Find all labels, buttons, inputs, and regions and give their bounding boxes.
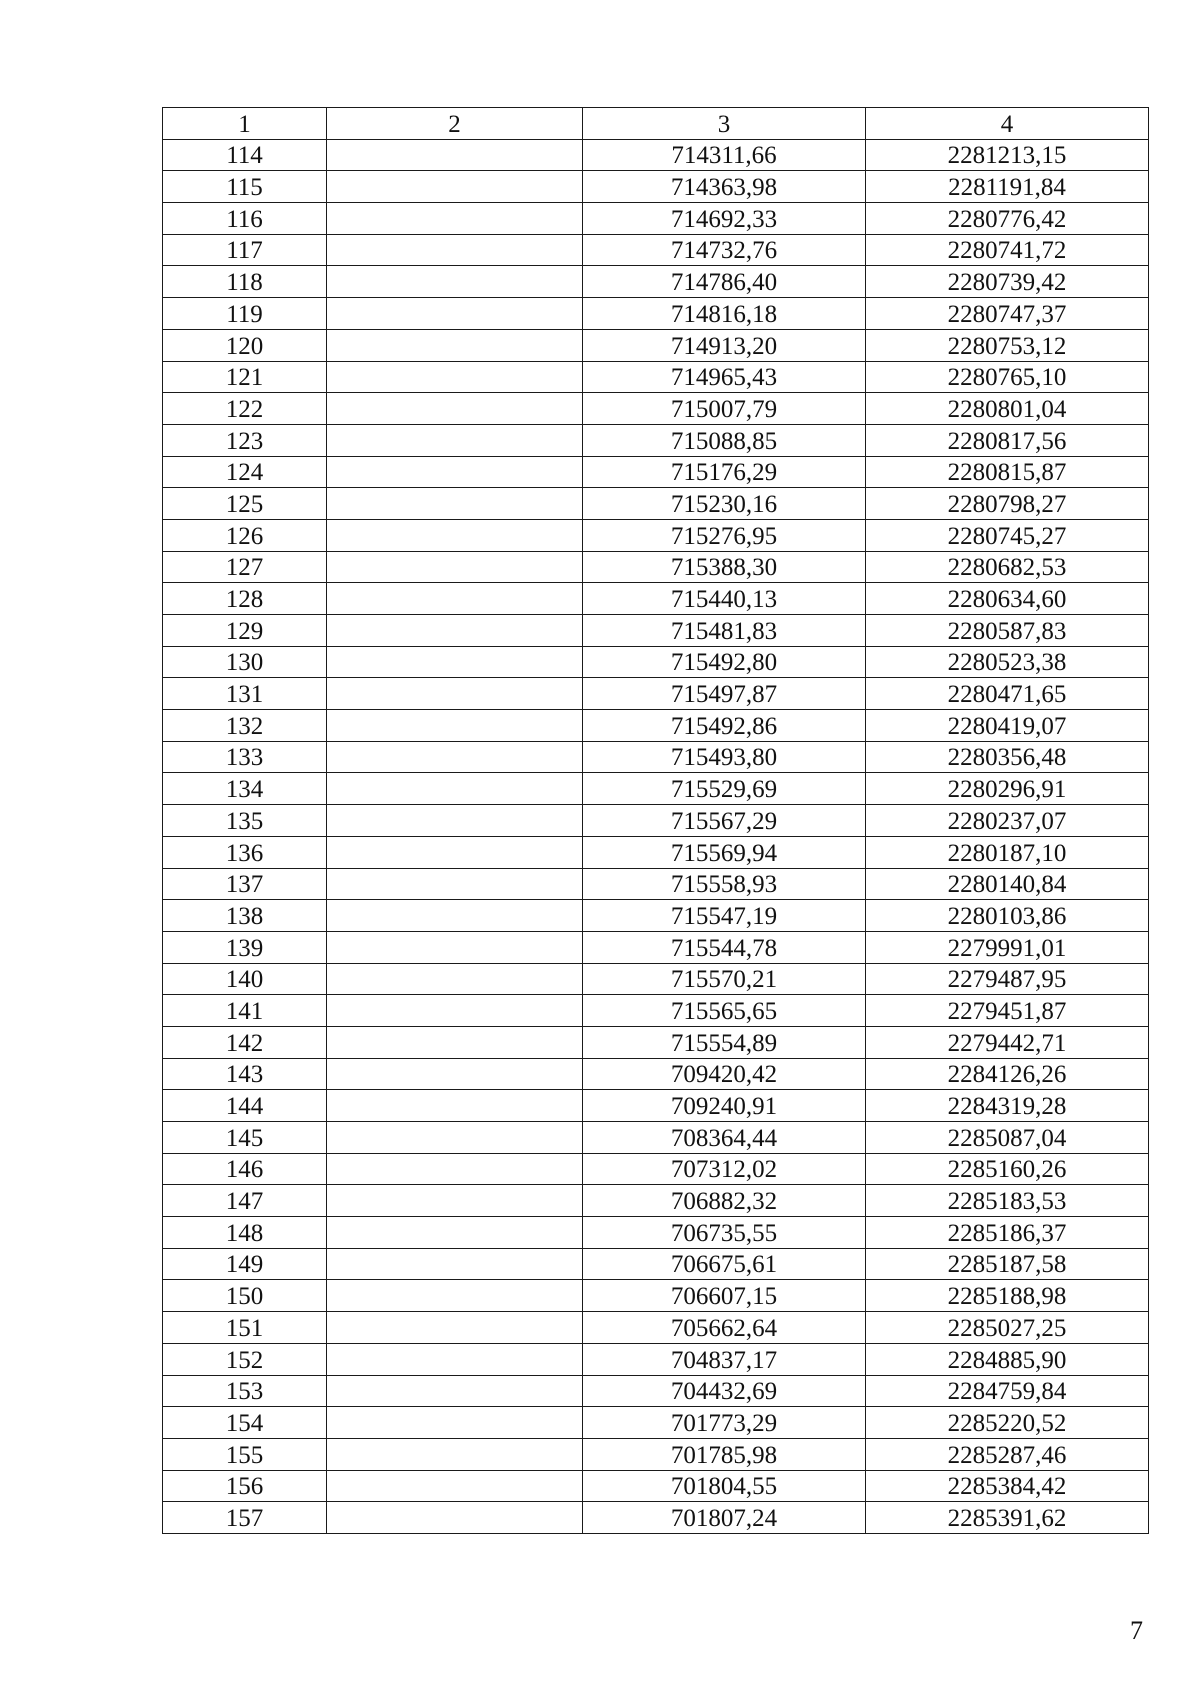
x-coordinate-cell: 706607,15 bbox=[583, 1280, 866, 1312]
x-coordinate-cell: 715547,19 bbox=[583, 900, 866, 932]
description-cell bbox=[327, 1470, 583, 1502]
y-coordinate-cell: 2280815,87 bbox=[866, 456, 1149, 488]
y-coordinate-cell: 2285384,42 bbox=[866, 1470, 1149, 1502]
x-coordinate-cell: 714732,76 bbox=[583, 234, 866, 266]
table-row bbox=[163, 1407, 1149, 1439]
description-cell bbox=[327, 361, 583, 393]
x-coordinate-cell: 701807,24 bbox=[583, 1502, 866, 1534]
y-coordinate-cell: 2280682,53 bbox=[866, 551, 1149, 583]
point-number-cell: 136 bbox=[163, 836, 327, 868]
point-number-cell: 129 bbox=[163, 615, 327, 647]
y-coordinate-cell: 2285183,53 bbox=[866, 1185, 1149, 1217]
table-row bbox=[163, 329, 1149, 361]
x-coordinate-cell: 715492,86 bbox=[583, 710, 866, 742]
table-row bbox=[163, 1375, 1149, 1407]
x-coordinate-cell: 707312,02 bbox=[583, 1153, 866, 1185]
point-number-cell: 134 bbox=[163, 773, 327, 805]
x-coordinate-cell: 715544,78 bbox=[583, 931, 866, 963]
y-coordinate-cell: 2280103,86 bbox=[866, 900, 1149, 932]
description-cell bbox=[327, 741, 583, 773]
description-cell bbox=[327, 393, 583, 425]
description-cell bbox=[327, 1280, 583, 1312]
table-row bbox=[163, 1153, 1149, 1185]
y-coordinate-cell: 2285027,25 bbox=[866, 1312, 1149, 1344]
table-row bbox=[163, 1185, 1149, 1217]
description-cell bbox=[327, 646, 583, 678]
point-number-cell: 142 bbox=[163, 1026, 327, 1058]
point-number-cell: 143 bbox=[163, 1058, 327, 1090]
description-cell bbox=[327, 1090, 583, 1122]
x-coordinate-cell: 715230,16 bbox=[583, 488, 866, 520]
table-row bbox=[163, 741, 1149, 773]
description-cell bbox=[327, 234, 583, 266]
point-number-cell: 115 bbox=[163, 171, 327, 203]
y-coordinate-cell: 2280140,84 bbox=[866, 868, 1149, 900]
point-number-cell: 144 bbox=[163, 1090, 327, 1122]
description-cell bbox=[327, 551, 583, 583]
y-coordinate-cell: 2280745,27 bbox=[866, 519, 1149, 551]
y-coordinate-cell: 2279487,95 bbox=[866, 963, 1149, 995]
table-row bbox=[163, 234, 1149, 266]
table-row bbox=[163, 266, 1149, 298]
description-cell bbox=[327, 773, 583, 805]
column-header-4: 4 bbox=[866, 108, 1149, 140]
table-row bbox=[163, 298, 1149, 330]
table-row bbox=[163, 963, 1149, 995]
point-number-cell: 133 bbox=[163, 741, 327, 773]
point-number-cell: 135 bbox=[163, 805, 327, 837]
point-number-cell: 125 bbox=[163, 488, 327, 520]
x-coordinate-cell: 715567,29 bbox=[583, 805, 866, 837]
description-cell bbox=[327, 203, 583, 235]
x-coordinate-cell: 714965,43 bbox=[583, 361, 866, 393]
x-coordinate-cell: 715440,13 bbox=[583, 583, 866, 615]
table-row bbox=[163, 836, 1149, 868]
y-coordinate-cell: 2280739,42 bbox=[866, 266, 1149, 298]
x-coordinate-cell: 701773,29 bbox=[583, 1407, 866, 1439]
x-coordinate-cell: 715388,30 bbox=[583, 551, 866, 583]
description-cell bbox=[327, 1026, 583, 1058]
description-cell bbox=[327, 171, 583, 203]
table-row bbox=[163, 995, 1149, 1027]
x-coordinate-cell: 715565,65 bbox=[583, 995, 866, 1027]
description-cell bbox=[327, 615, 583, 647]
x-coordinate-cell: 704837,17 bbox=[583, 1343, 866, 1375]
y-coordinate-cell: 2280237,07 bbox=[866, 805, 1149, 837]
x-coordinate-cell: 705662,64 bbox=[583, 1312, 866, 1344]
y-coordinate-cell: 2280753,12 bbox=[866, 329, 1149, 361]
point-number-cell: 130 bbox=[163, 646, 327, 678]
point-number-cell: 124 bbox=[163, 456, 327, 488]
description-cell bbox=[327, 995, 583, 1027]
table-header-row bbox=[163, 108, 1149, 140]
y-coordinate-cell: 2285188,98 bbox=[866, 1280, 1149, 1312]
point-number-cell: 123 bbox=[163, 424, 327, 456]
point-number-cell: 117 bbox=[163, 234, 327, 266]
document-page bbox=[162, 107, 1148, 1534]
x-coordinate-cell: 706675,61 bbox=[583, 1248, 866, 1280]
point-number-cell: 151 bbox=[163, 1312, 327, 1344]
description-cell bbox=[327, 298, 583, 330]
table-row bbox=[163, 1090, 1149, 1122]
x-coordinate-cell: 714311,66 bbox=[583, 139, 866, 171]
y-coordinate-cell: 2285160,26 bbox=[866, 1153, 1149, 1185]
description-cell bbox=[327, 139, 583, 171]
table-row bbox=[163, 1122, 1149, 1154]
table-row bbox=[163, 519, 1149, 551]
x-coordinate-cell: 715497,87 bbox=[583, 678, 866, 710]
point-number-cell: 138 bbox=[163, 900, 327, 932]
description-cell bbox=[327, 805, 583, 837]
table-row bbox=[163, 424, 1149, 456]
description-cell bbox=[327, 868, 583, 900]
table-row bbox=[163, 805, 1149, 837]
x-coordinate-cell: 714816,18 bbox=[583, 298, 866, 330]
y-coordinate-cell: 2279442,71 bbox=[866, 1026, 1149, 1058]
point-number-cell: 119 bbox=[163, 298, 327, 330]
y-coordinate-cell: 2284759,84 bbox=[866, 1375, 1149, 1407]
y-coordinate-cell: 2280187,10 bbox=[866, 836, 1149, 868]
page-number: 7 bbox=[1130, 1616, 1143, 1645]
table-row bbox=[163, 551, 1149, 583]
y-coordinate-cell: 2280419,07 bbox=[866, 710, 1149, 742]
point-number-cell: 128 bbox=[163, 583, 327, 615]
x-coordinate-cell: 704432,69 bbox=[583, 1375, 866, 1407]
x-coordinate-cell: 714363,98 bbox=[583, 171, 866, 203]
point-number-cell: 149 bbox=[163, 1248, 327, 1280]
description-cell bbox=[327, 1312, 583, 1344]
y-coordinate-cell: 2284126,26 bbox=[866, 1058, 1149, 1090]
table-row bbox=[163, 393, 1149, 425]
y-coordinate-cell: 2280587,83 bbox=[866, 615, 1149, 647]
description-cell bbox=[327, 583, 583, 615]
table-row bbox=[163, 171, 1149, 203]
description-cell bbox=[327, 710, 583, 742]
point-number-cell: 140 bbox=[163, 963, 327, 995]
table-row bbox=[163, 1217, 1149, 1249]
table-row bbox=[163, 139, 1149, 171]
point-number-cell: 118 bbox=[163, 266, 327, 298]
y-coordinate-cell: 2284319,28 bbox=[866, 1090, 1149, 1122]
description-cell bbox=[327, 1375, 583, 1407]
description-cell bbox=[327, 266, 583, 298]
description-cell bbox=[327, 836, 583, 868]
table-row bbox=[163, 773, 1149, 805]
table-body bbox=[163, 139, 1149, 1533]
table-row bbox=[163, 488, 1149, 520]
y-coordinate-cell: 2279451,87 bbox=[866, 995, 1149, 1027]
y-coordinate-cell: 2280523,38 bbox=[866, 646, 1149, 678]
description-cell bbox=[327, 1122, 583, 1154]
description-cell bbox=[327, 1217, 583, 1249]
description-cell bbox=[327, 1153, 583, 1185]
x-coordinate-cell: 715570,21 bbox=[583, 963, 866, 995]
table-row bbox=[163, 646, 1149, 678]
description-cell bbox=[327, 519, 583, 551]
x-coordinate-cell: 715276,95 bbox=[583, 519, 866, 551]
y-coordinate-cell: 2280776,42 bbox=[866, 203, 1149, 235]
table-row bbox=[163, 583, 1149, 615]
y-coordinate-cell: 2280747,37 bbox=[866, 298, 1149, 330]
x-coordinate-cell: 701785,98 bbox=[583, 1438, 866, 1470]
y-coordinate-cell: 2280471,65 bbox=[866, 678, 1149, 710]
y-coordinate-cell: 2280741,72 bbox=[866, 234, 1149, 266]
y-coordinate-cell: 2281213,15 bbox=[866, 139, 1149, 171]
description-cell bbox=[327, 1058, 583, 1090]
point-number-cell: 127 bbox=[163, 551, 327, 583]
point-number-cell: 146 bbox=[163, 1153, 327, 1185]
table-row bbox=[163, 1280, 1149, 1312]
point-number-cell: 153 bbox=[163, 1375, 327, 1407]
point-number-cell: 141 bbox=[163, 995, 327, 1027]
point-number-cell: 114 bbox=[163, 139, 327, 171]
description-cell bbox=[327, 1502, 583, 1534]
description-cell bbox=[327, 1438, 583, 1470]
x-coordinate-cell: 715493,80 bbox=[583, 741, 866, 773]
x-coordinate-cell: 715007,79 bbox=[583, 393, 866, 425]
table-row bbox=[163, 1026, 1149, 1058]
table-row bbox=[163, 678, 1149, 710]
x-coordinate-cell: 701804,55 bbox=[583, 1470, 866, 1502]
point-number-cell: 157 bbox=[163, 1502, 327, 1534]
table-row bbox=[163, 1502, 1149, 1534]
point-number-cell: 126 bbox=[163, 519, 327, 551]
x-coordinate-cell: 715554,89 bbox=[583, 1026, 866, 1058]
y-coordinate-cell: 2280634,60 bbox=[866, 583, 1149, 615]
coordinates-table bbox=[162, 107, 1149, 1534]
y-coordinate-cell: 2280765,10 bbox=[866, 361, 1149, 393]
y-coordinate-cell: 2284885,90 bbox=[866, 1343, 1149, 1375]
description-cell bbox=[327, 1185, 583, 1217]
point-number-cell: 132 bbox=[163, 710, 327, 742]
x-coordinate-cell: 706882,32 bbox=[583, 1185, 866, 1217]
point-number-cell: 139 bbox=[163, 931, 327, 963]
table-row bbox=[163, 1312, 1149, 1344]
y-coordinate-cell: 2280356,48 bbox=[866, 741, 1149, 773]
table-row bbox=[163, 1438, 1149, 1470]
x-coordinate-cell: 709240,91 bbox=[583, 1090, 866, 1122]
point-number-cell: 150 bbox=[163, 1280, 327, 1312]
table-row bbox=[163, 1470, 1149, 1502]
point-number-cell: 154 bbox=[163, 1407, 327, 1439]
description-cell bbox=[327, 1248, 583, 1280]
x-coordinate-cell: 715176,29 bbox=[583, 456, 866, 488]
y-coordinate-cell: 2280801,04 bbox=[866, 393, 1149, 425]
y-coordinate-cell: 2279991,01 bbox=[866, 931, 1149, 963]
y-coordinate-cell: 2280296,91 bbox=[866, 773, 1149, 805]
x-coordinate-cell: 715492,80 bbox=[583, 646, 866, 678]
x-coordinate-cell: 708364,44 bbox=[583, 1122, 866, 1154]
y-coordinate-cell: 2285391,62 bbox=[866, 1502, 1149, 1534]
description-cell bbox=[327, 329, 583, 361]
description-cell bbox=[327, 488, 583, 520]
column-header-2: 2 bbox=[327, 108, 583, 140]
column-header-3: 3 bbox=[583, 108, 866, 140]
table-row bbox=[163, 710, 1149, 742]
table-row bbox=[163, 1248, 1149, 1280]
description-cell bbox=[327, 678, 583, 710]
description-cell bbox=[327, 1343, 583, 1375]
x-coordinate-cell: 715558,93 bbox=[583, 868, 866, 900]
table-row bbox=[163, 361, 1149, 393]
table-row bbox=[163, 1058, 1149, 1090]
point-number-cell: 137 bbox=[163, 868, 327, 900]
x-coordinate-cell: 715481,83 bbox=[583, 615, 866, 647]
point-number-cell: 148 bbox=[163, 1217, 327, 1249]
point-number-cell: 121 bbox=[163, 361, 327, 393]
description-cell bbox=[327, 963, 583, 995]
y-coordinate-cell: 2285187,58 bbox=[866, 1248, 1149, 1280]
column-header-1: 1 bbox=[163, 108, 327, 140]
point-number-cell: 152 bbox=[163, 1343, 327, 1375]
point-number-cell: 156 bbox=[163, 1470, 327, 1502]
point-number-cell: 122 bbox=[163, 393, 327, 425]
description-cell bbox=[327, 900, 583, 932]
x-coordinate-cell: 715529,69 bbox=[583, 773, 866, 805]
table-row bbox=[163, 931, 1149, 963]
table-row bbox=[163, 1343, 1149, 1375]
point-number-cell: 147 bbox=[163, 1185, 327, 1217]
y-coordinate-cell: 2285087,04 bbox=[866, 1122, 1149, 1154]
point-number-cell: 120 bbox=[163, 329, 327, 361]
y-coordinate-cell: 2280817,56 bbox=[866, 424, 1149, 456]
point-number-cell: 155 bbox=[163, 1438, 327, 1470]
x-coordinate-cell: 706735,55 bbox=[583, 1217, 866, 1249]
y-coordinate-cell: 2281191,84 bbox=[866, 171, 1149, 203]
y-coordinate-cell: 2280798,27 bbox=[866, 488, 1149, 520]
table-row bbox=[163, 456, 1149, 488]
description-cell bbox=[327, 456, 583, 488]
description-cell bbox=[327, 1407, 583, 1439]
y-coordinate-cell: 2285186,37 bbox=[866, 1217, 1149, 1249]
table-row bbox=[163, 868, 1149, 900]
point-number-cell: 131 bbox=[163, 678, 327, 710]
description-cell bbox=[327, 931, 583, 963]
y-coordinate-cell: 2285287,46 bbox=[866, 1438, 1149, 1470]
x-coordinate-cell: 714786,40 bbox=[583, 266, 866, 298]
table-row bbox=[163, 615, 1149, 647]
x-coordinate-cell: 715569,94 bbox=[583, 836, 866, 868]
x-coordinate-cell: 715088,85 bbox=[583, 424, 866, 456]
description-cell bbox=[327, 424, 583, 456]
point-number-cell: 145 bbox=[163, 1122, 327, 1154]
x-coordinate-cell: 714692,33 bbox=[583, 203, 866, 235]
table-row bbox=[163, 203, 1149, 235]
x-coordinate-cell: 709420,42 bbox=[583, 1058, 866, 1090]
x-coordinate-cell: 714913,20 bbox=[583, 329, 866, 361]
point-number-cell: 116 bbox=[163, 203, 327, 235]
table-row bbox=[163, 900, 1149, 932]
y-coordinate-cell: 2285220,52 bbox=[866, 1407, 1149, 1439]
